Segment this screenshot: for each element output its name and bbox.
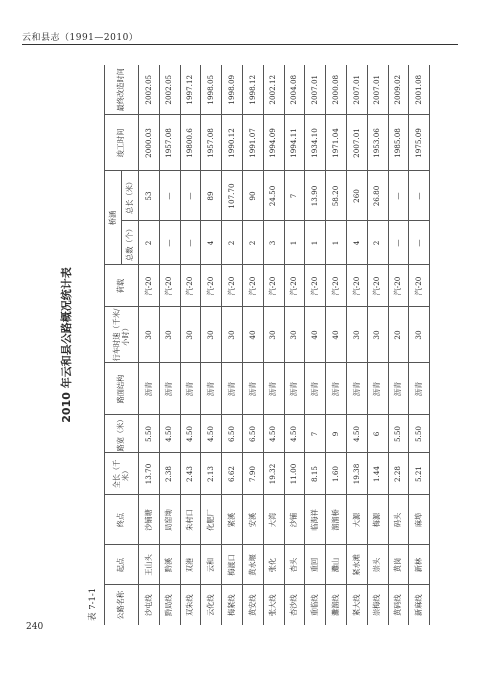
page-number: 240 [26, 622, 44, 632]
cell-end-point: 沙铺 [284, 495, 305, 545]
cell-road-name: 崇梅线 [367, 585, 388, 625]
cell-bridge-count: 1 [284, 221, 305, 265]
cell-completed-date: 1934.10 [305, 115, 326, 171]
header-start: 起点 [105, 545, 139, 585]
cell-rebuilt-date: 2002.05 [159, 65, 180, 115]
cell-load: 汽-20 [346, 265, 367, 307]
cell-length: 2.43 [180, 453, 201, 495]
cell-surface: 沥青 [388, 363, 409, 415]
cell-bridge-length: 13.90 [305, 171, 326, 221]
cell-rebuilt-date: 2007.01 [305, 65, 326, 115]
cell-surface: 沥青 [346, 363, 367, 415]
cell-end-point: 码头 [388, 495, 409, 545]
cell-rebuilt-date: 2000.08 [326, 65, 347, 115]
cell-surface: 沥青 [159, 363, 180, 415]
cell-surface: 沥青 [284, 363, 305, 415]
cell-width: 6.50 [242, 415, 263, 453]
cell-surface: 沥青 [305, 363, 326, 415]
cell-load: 汽-20 [180, 265, 201, 307]
cell-rebuilt-date: 1998.12 [242, 65, 263, 115]
cell-start-point: 张化 [263, 545, 284, 585]
cell-surface: 沥青 [367, 363, 388, 415]
cell-width: 4.50 [201, 415, 222, 453]
cell-end-point: 沙铺塘 [139, 495, 160, 545]
cell-bridge-count: — [409, 221, 430, 265]
cell-road-name: 黄码线 [388, 585, 409, 625]
cell-end-point: 梅源 [367, 495, 388, 545]
running-head: 云和县志（1991—2010） [22, 33, 139, 43]
cell-length: 7.90 [242, 453, 263, 495]
cell-bridge-count: — [388, 221, 409, 265]
cell-speed: 30 [159, 307, 180, 363]
cell-length: 8.15 [305, 453, 326, 495]
table-row [263, 65, 284, 625]
cell-load: 汽-20 [326, 265, 347, 307]
header-load: 荷载 [105, 265, 139, 307]
cell-end-point: 麻埠 [409, 495, 430, 545]
table-row [326, 65, 347, 625]
header-rule [22, 44, 458, 45]
table-header-row [105, 65, 122, 625]
header-speed: 行车时速（千米/小时） [105, 307, 139, 363]
cell-load: 汽-20 [284, 265, 305, 307]
cell-bridge-length: — [159, 171, 180, 221]
cell-start-point: 崇头 [367, 545, 388, 585]
cell-completed-date: 1985.08 [388, 115, 409, 171]
cell-bridge-count: 2 [242, 221, 263, 265]
cell-width: 6 [367, 415, 388, 453]
header-end: 终点 [105, 495, 139, 545]
cell-road-name: 重临线 [305, 585, 326, 625]
cell-rebuilt-date: 2002.05 [139, 65, 160, 115]
cell-start-point: 双港 [180, 545, 201, 585]
cell-road-name: 沙屯线 [139, 585, 160, 625]
cell-bridge-length: 89 [201, 171, 222, 221]
table-row [367, 65, 388, 625]
cell-bridge-count: 1 [326, 221, 347, 265]
cell-start-point: 紧水滩 [346, 545, 367, 585]
table-row [388, 65, 409, 625]
cell-rebuilt-date: 2002.12 [263, 65, 284, 115]
cell-length: 19.32 [263, 453, 284, 495]
cell-completed-date: 2000.03 [139, 115, 160, 171]
cell-speed: 30 [409, 307, 430, 363]
roads-table [104, 65, 430, 625]
cell-length: 2.28 [388, 453, 409, 495]
cell-start-point: 灘山 [326, 545, 347, 585]
table-body [139, 65, 430, 625]
header-bridge-count: 总数（个） [122, 221, 139, 265]
cell-speed: 30 [201, 307, 222, 363]
cell-rebuilt-date: 2007.01 [367, 65, 388, 115]
cell-load: 汽-20 [305, 265, 326, 307]
cell-length: 1.60 [326, 453, 347, 495]
cell-length: 13.70 [139, 453, 160, 495]
cell-length: 2.13 [201, 453, 222, 495]
cell-completed-date: 19800.6 [180, 115, 201, 171]
cell-road-name: 黄安线 [242, 585, 263, 625]
header-rebuilt: 最终改造时间 [105, 65, 139, 115]
table-row [409, 65, 430, 625]
cell-rebuilt-date: 2001.08 [409, 65, 430, 115]
cell-width: 4.50 [159, 415, 180, 453]
cell-width: 5.50 [139, 415, 160, 453]
cell-completed-date: 1994.09 [263, 115, 284, 171]
table-number: 表 7-1-1 [88, 587, 98, 621]
cell-end-point: 朱村口 [180, 495, 201, 545]
table-row [201, 65, 222, 625]
cell-speed: 30 [263, 307, 284, 363]
cell-width: 4.50 [180, 415, 201, 453]
cell-start-point: 黄水堰 [242, 545, 263, 585]
cell-bridge-length: — [180, 171, 201, 221]
table-row [305, 65, 326, 625]
cell-completed-date: 1957.08 [201, 115, 222, 171]
cell-speed: 40 [242, 307, 263, 363]
cell-completed-date: 1953.06 [367, 115, 388, 171]
header-name: 公路名称 [105, 585, 139, 625]
cell-load: 汽-20 [222, 265, 243, 307]
cell-bridge-count: 4 [346, 221, 367, 265]
cell-rebuilt-date: 1998.05 [201, 65, 222, 115]
cell-road-name: 黔局线 [159, 585, 180, 625]
cell-bridge-count: 1 [305, 221, 326, 265]
cell-load: 汽-20 [159, 265, 180, 307]
cell-end-point: 局窑坳 [159, 495, 180, 545]
cell-bridge-count: 2 [367, 221, 388, 265]
table-row [222, 65, 243, 625]
cell-rebuilt-date: 1998.09 [222, 65, 243, 115]
table-title: 2010 年云和县公路概况统计表 [60, 267, 73, 423]
cell-rebuilt-date: 2009.02 [388, 65, 409, 115]
cell-speed: 30 [346, 307, 367, 363]
cell-bridge-length: 260 [346, 171, 367, 221]
rotated-table-block [58, 65, 423, 625]
cell-length: 2.38 [159, 453, 180, 495]
cell-road-name: 灘溜线 [326, 585, 347, 625]
cell-speed: 30 [367, 307, 388, 363]
cell-start-point: 重回 [305, 545, 326, 585]
cell-speed: 30 [222, 307, 243, 363]
cell-bridge-length: 26.80 [367, 171, 388, 221]
cell-end-point: 大湾 [263, 495, 284, 545]
cell-surface: 沥青 [326, 363, 347, 415]
cell-speed: 30 [180, 307, 201, 363]
cell-load: 汽-20 [242, 265, 263, 307]
cell-bridge-count: — [159, 221, 180, 265]
cell-start-point: 杏头 [284, 545, 305, 585]
cell-start-point: 黄岗 [388, 545, 409, 585]
cell-width: 5.50 [409, 415, 430, 453]
cell-speed: 40 [326, 307, 347, 363]
cell-surface: 沥青 [180, 363, 201, 415]
cell-end-point: 紧溪 [222, 495, 243, 545]
cell-bridge-count: 2 [139, 221, 160, 265]
cell-end-point: 临海祥 [305, 495, 326, 545]
cell-end-point: 化肥厂 [201, 495, 222, 545]
cell-bridge-length: 24.50 [263, 171, 284, 221]
cell-road-name: 梅紧线 [222, 585, 243, 625]
cell-bridge-count: 3 [263, 221, 284, 265]
cell-load: 汽-20 [388, 265, 409, 307]
cell-surface: 沥青 [201, 363, 222, 415]
cell-end-point: 安溪 [242, 495, 263, 545]
cell-road-name: 张大线 [263, 585, 284, 625]
cell-speed: 30 [139, 307, 160, 363]
cell-start-point: 梅渡口 [222, 545, 243, 585]
cell-speed: 30 [284, 307, 305, 363]
cell-completed-date: 2007.01 [346, 115, 367, 171]
header-width: 路宽（米） [105, 415, 139, 453]
cell-surface: 沥青 [263, 363, 284, 415]
cell-rebuilt-date: 2004.08 [284, 65, 305, 115]
cell-load: 汽-20 [139, 265, 160, 307]
cell-speed: 40 [305, 307, 326, 363]
cell-bridge-length: 53 [139, 171, 160, 221]
cell-width: 5.50 [388, 415, 409, 453]
cell-bridge-count: — [180, 221, 201, 265]
cell-rebuilt-date: 2007.01 [346, 65, 367, 115]
cell-bridge-length: — [388, 171, 409, 221]
cell-start-point: 王山头 [139, 545, 160, 585]
cell-length: 11.00 [284, 453, 305, 495]
cell-width: 4.50 [284, 415, 305, 453]
cell-road-name: 新麻线 [409, 585, 430, 625]
cell-completed-date: 1991.07 [242, 115, 263, 171]
cell-start-point: 云和 [201, 545, 222, 585]
cell-surface: 沥青 [139, 363, 160, 415]
cell-rebuilt-date: 1997.12 [180, 65, 201, 115]
cell-load: 汽-20 [367, 265, 388, 307]
cell-start-point: 黔溪 [159, 545, 180, 585]
cell-load: 汽-20 [201, 265, 222, 307]
cell-width: 4.50 [263, 415, 284, 453]
table-row [284, 65, 305, 625]
cell-length: 1.44 [367, 453, 388, 495]
cell-width: 7 [305, 415, 326, 453]
cell-end-point: 溜溜桥 [326, 495, 347, 545]
cell-bridge-count: 4 [201, 221, 222, 265]
cell-completed-date: 1994.11 [284, 115, 305, 171]
table-row [346, 65, 367, 625]
cell-bridge-length: 58.20 [326, 171, 347, 221]
cell-length: 5.21 [409, 453, 430, 495]
cell-load: 汽-20 [409, 265, 430, 307]
cell-width: 9 [326, 415, 347, 453]
cell-road-name: 双朱线 [180, 585, 201, 625]
table-row [242, 65, 263, 625]
header-completed: 竣工时间 [105, 115, 139, 171]
cell-bridge-length: 107.70 [222, 171, 243, 221]
cell-surface: 沥青 [222, 363, 243, 415]
table-row [139, 65, 160, 625]
header-bridge-length: 总长（米） [122, 171, 139, 221]
cell-bridge-length: 90 [242, 171, 263, 221]
cell-completed-date: 1957.08 [159, 115, 180, 171]
cell-length: 19.38 [346, 453, 367, 495]
cell-end-point: 大源 [346, 495, 367, 545]
cell-bridge-length: 7 [284, 171, 305, 221]
table-row [180, 65, 201, 625]
cell-speed: 20 [388, 307, 409, 363]
table-row [159, 65, 180, 625]
cell-width: 6.50 [222, 415, 243, 453]
cell-surface: 沥青 [242, 363, 263, 415]
cell-start-point: 新林 [409, 545, 430, 585]
header-length: 全长（千米） [105, 453, 139, 495]
cell-load: 汽-20 [263, 265, 284, 307]
cell-surface: 沥青 [409, 363, 430, 415]
cell-bridge-length: — [409, 171, 430, 221]
header-bridge-group: 桥涵 [105, 171, 122, 265]
cell-completed-date: 1975.09 [409, 115, 430, 171]
cell-width: 4.50 [346, 415, 367, 453]
header-surface: 路面结构 [105, 363, 139, 415]
cell-completed-date: 1971.04 [326, 115, 347, 171]
cell-length: 6.62 [222, 453, 243, 495]
cell-road-name: 杏沙线 [284, 585, 305, 625]
cell-road-name: 云化线 [201, 585, 222, 625]
cell-completed-date: 1990.12 [222, 115, 243, 171]
cell-road-name: 紧大线 [346, 585, 367, 625]
cell-bridge-count: 2 [222, 221, 243, 265]
